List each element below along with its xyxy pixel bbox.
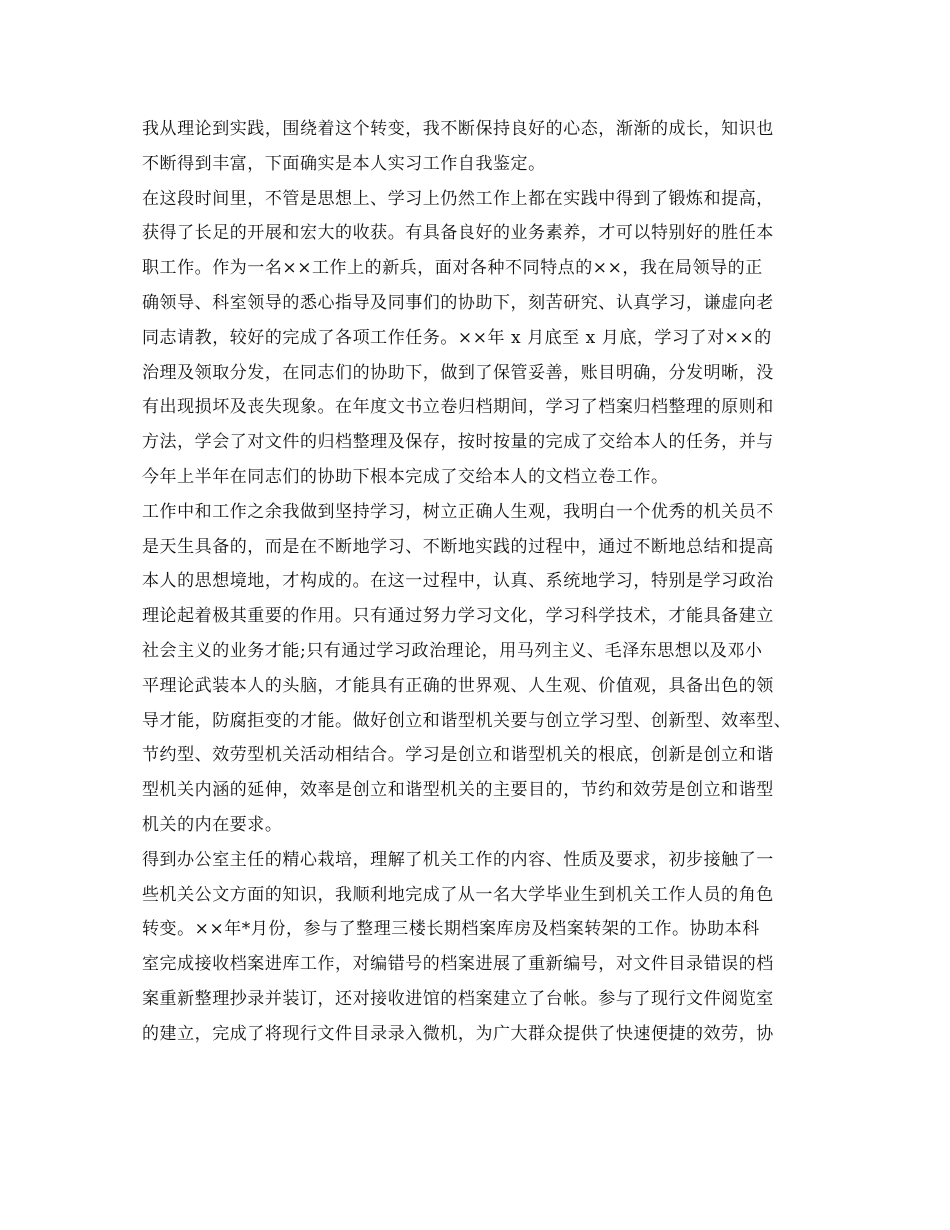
text-line: 方法，学会了对文件的归档整理及保存，按时按量的完成了交给本人的任务，并与 bbox=[142, 432, 774, 453]
text-line: 节约型、效劳型机关活动相结合。学习是创立和谐型机关的根底，创新是创立和谐 bbox=[142, 745, 774, 766]
text-line: 案重新整理抄录并装订，还对接收进馆的档案建立了台帐。参与了现行文件阅览室 bbox=[142, 988, 774, 1009]
text-line: 今年上半年在同志们的协助下根本完成了交给本人的文档立卷工作。 bbox=[142, 466, 669, 487]
text-line: 有出现损坏及丧失现象。在年度文书立卷归档期间，学习了档案归档整理的原则和 bbox=[142, 397, 774, 418]
text-line: 理论起着极其重要的作用。只有通过努力学习文化，学习科学技术，才能具备建立 bbox=[142, 606, 774, 627]
text-line: 获得了长足的开展和宏大的收获。有具备良好的业务素养，才可以特别好的胜任本 bbox=[142, 223, 774, 244]
text-line: 社会主义的业务才能;只有通过学习政治理论，用马列主义、毛泽东思想以及邓小 bbox=[142, 640, 763, 661]
text-line: 治理及领取分发，在同志们的协助下，做到了保管妥善，账目明确，分发明晰，没 bbox=[142, 362, 774, 383]
text-line: 是天生具备的，而是在不断地学习、不断地实践的过程中，通过不断地总结和提高 bbox=[142, 536, 774, 557]
text-line: 平理论武装本人的头脑，才能具有正确的世界观、人生观、价值观，具备出色的领 bbox=[142, 675, 774, 696]
text-line: 同志请教，较好的完成了各项工作任务。××年 x 月底至 x 月底，学习了对××的 bbox=[142, 327, 772, 348]
text-line: 导才能，防腐拒变的才能。做好创立和谐型机关要与创立学习型、创新型、效率型、 bbox=[142, 710, 792, 731]
text-line: 在这段时间里，不管是思想上、学习上仍然工作上都在实践中得到了锻炼和提高， bbox=[142, 188, 774, 209]
text-line: 些机关公文方面的知识，我顺利地完成了从一名大学毕业生到机关工作人员的角色 bbox=[142, 884, 774, 905]
text-line: 机关的内在要求。 bbox=[142, 814, 283, 835]
text-line: 转变。××年*月份，参与了整理三楼长期档案库房及档案转架的工作。协助本科 bbox=[142, 919, 760, 940]
document-body-text bbox=[142, 112, 822, 1052]
text-line: 的建立，完成了将现行文件目录录入微机，为广大群众提供了快速便捷的效劳，协 bbox=[142, 1023, 774, 1044]
text-line: 本人的思想境地，才构成的。在这一过程中，认真、系统地学习，特别是学习政治 bbox=[142, 571, 774, 592]
text-line: 我从理论到实践，围绕着这个转变，我不断保持良好的心态，渐渐的成长，知识也 bbox=[142, 119, 774, 139]
text-line: 职工作。作为一名××工作上的新兵，面对各种不同特点的××，我在局领导的正 bbox=[142, 258, 763, 279]
text-line: 室完成接收档案进库工作，对编错号的档案进展了重新编号，对文件目录错误的档 bbox=[142, 954, 774, 975]
text-line: 不断得到丰富，下面确实是本人实习工作自我鉴定。 bbox=[142, 153, 546, 174]
text-line: 工作中和工作之余我做到坚持学习，树立正确人生观，我明白一个优秀的机关员不 bbox=[142, 501, 774, 522]
text-line: 型机关内涵的延伸，效率是创立和谐型机关的主要目的，节约和效劳是创立和谐型 bbox=[142, 780, 774, 801]
text-line: 得到办公室主任的精心栽培，理解了机关工作的内容、性质及要求，初步接触了一 bbox=[142, 849, 774, 870]
text-line: 确领导、科室领导的悉心指导及同事们的协助下，刻苦研究、认真学习，谦虚向老 bbox=[142, 292, 774, 313]
